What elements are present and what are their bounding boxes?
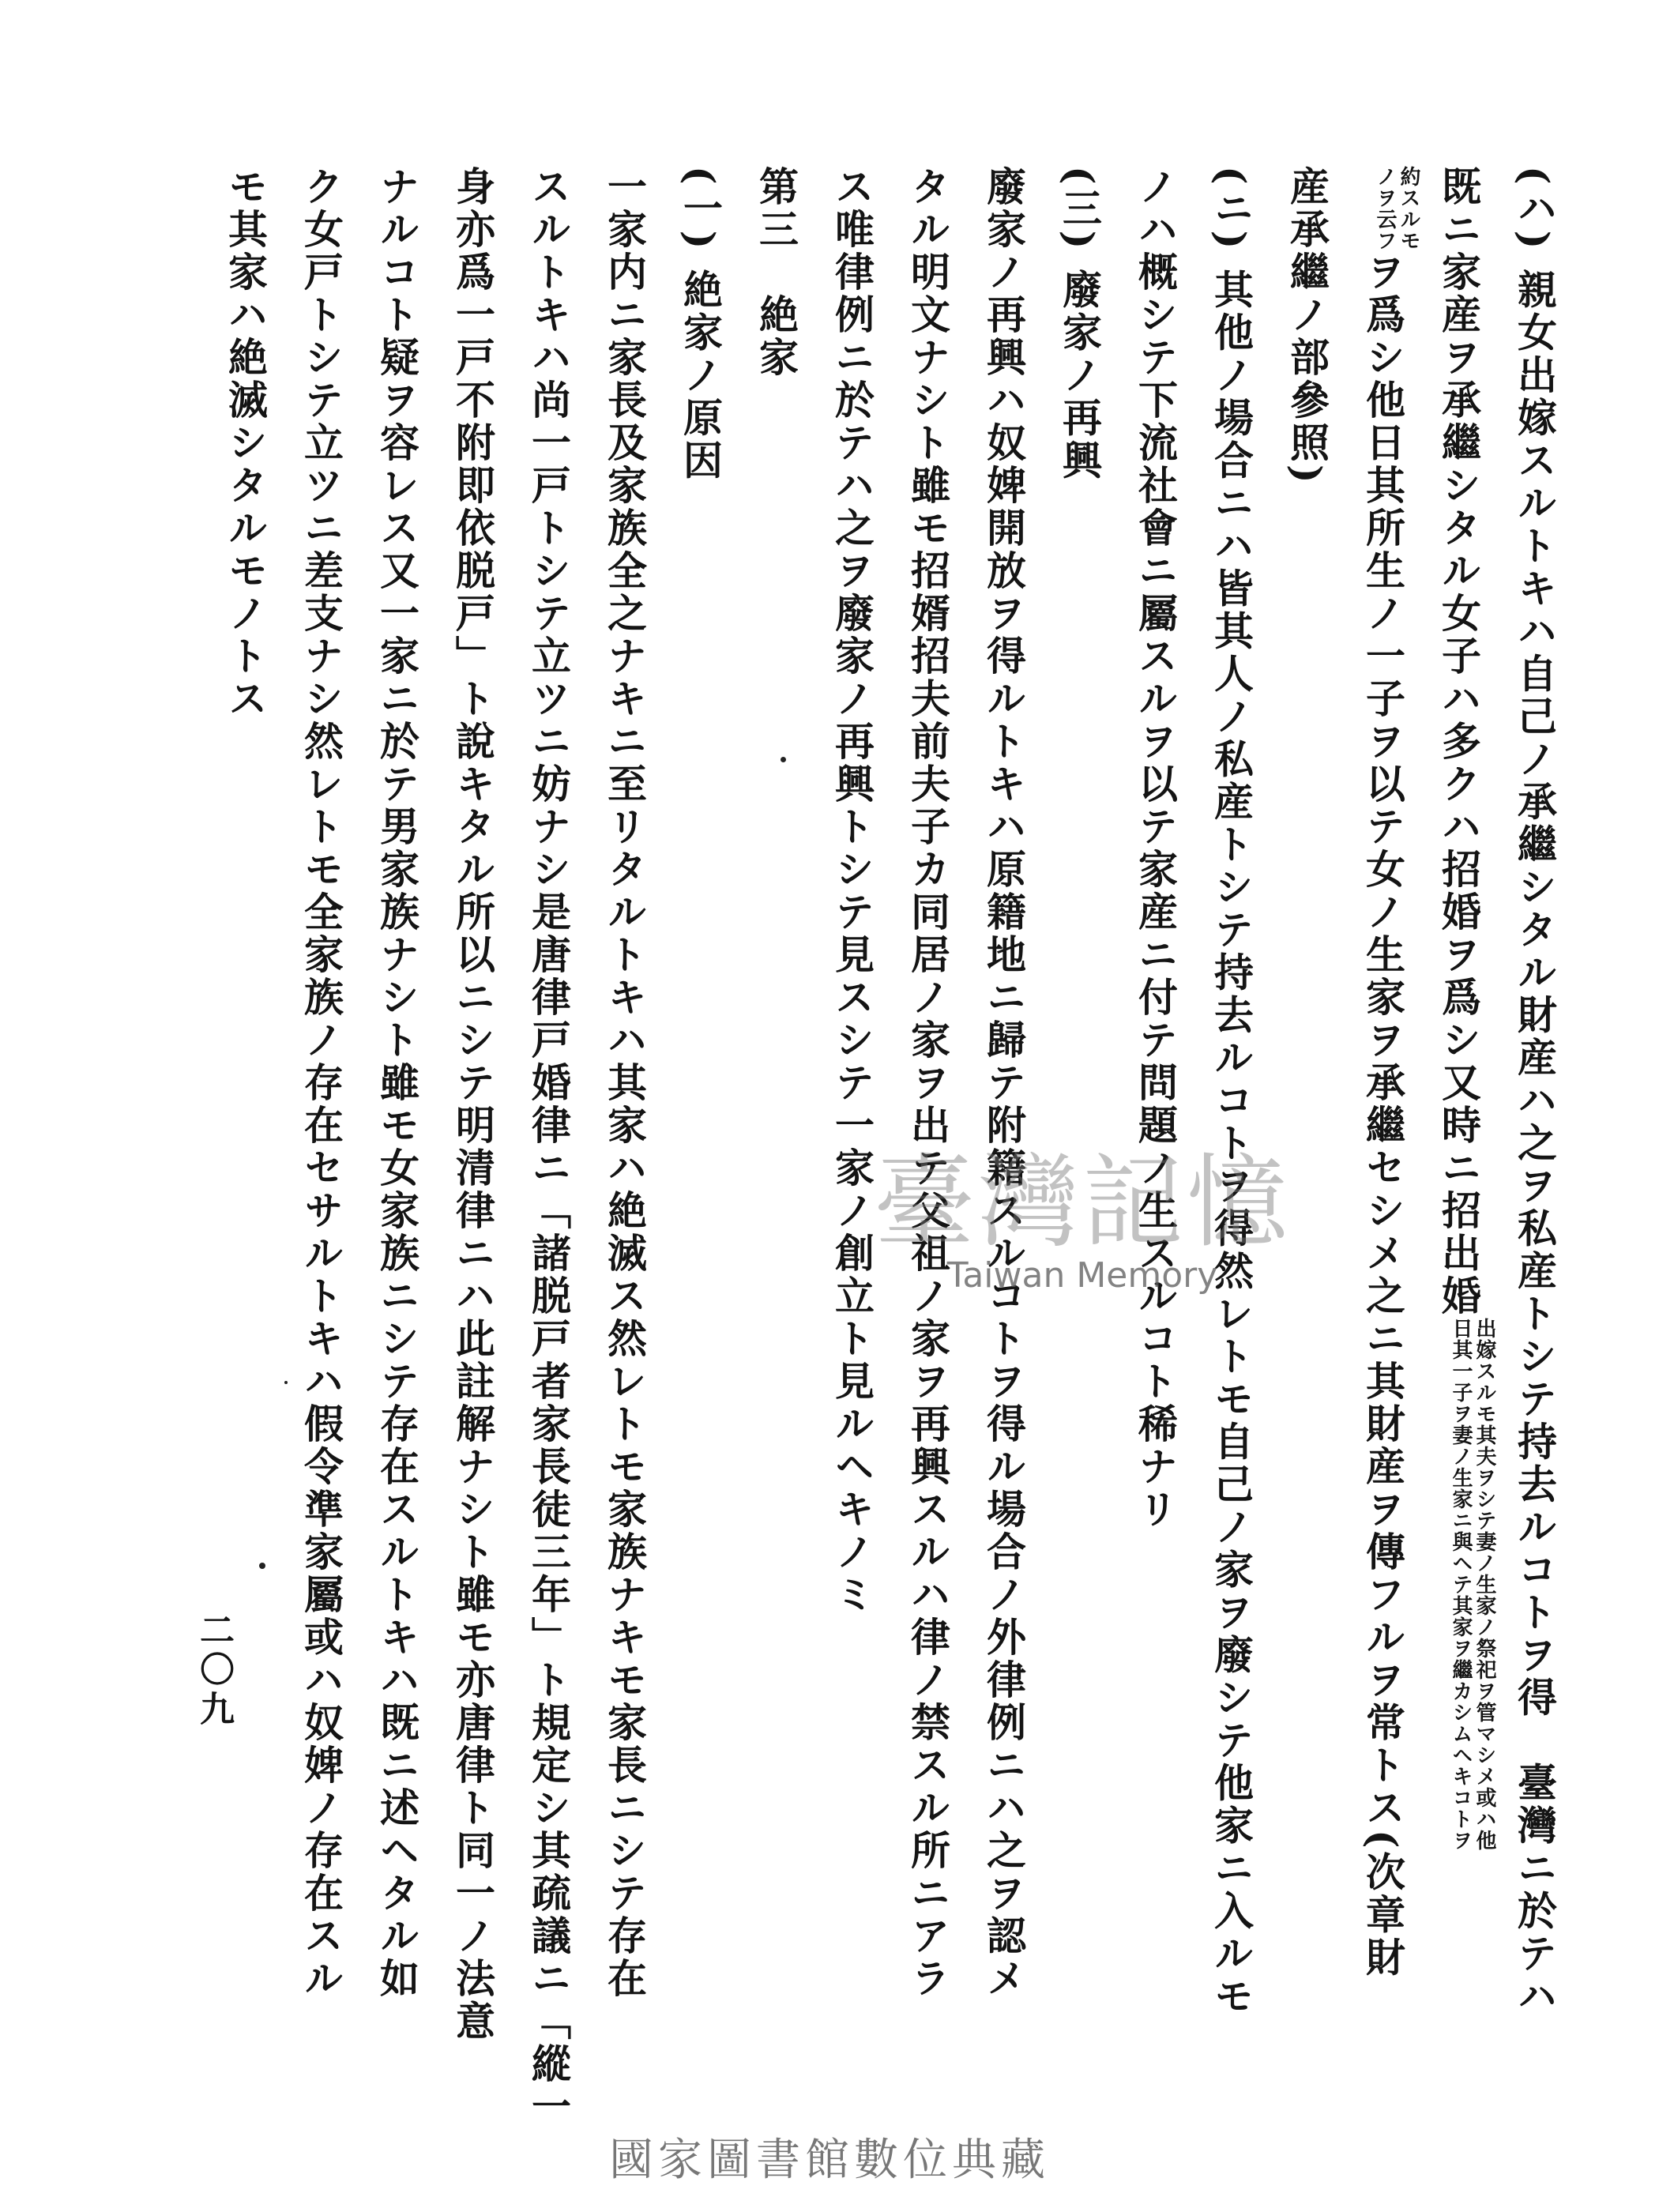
vertical-text-body: [118, 166, 1572, 2128]
text-column-6: ノハ概シテ下流社會ニ屬スルヲ以テ家産ニ付テ問題ノ生スルコト稀ナリ: [1132, 166, 1179, 1531]
text-column-15: 身亦爲一戸不附即依脱戸」ト說キタル所以ニシテ明清律ニハ此註解ナシト雖モ亦唐律ト同一ノ法意: [450, 166, 496, 2043]
scan-speck: [259, 1563, 265, 1569]
text-column-4: 産承繼ノ部參照): [1284, 166, 1330, 487]
section-heading-1: (一) 絶家ノ原因: [677, 166, 724, 483]
page-number: 二〇九: [194, 1612, 234, 1730]
text-column-16: ナルコト疑ヲ容レス又一家ニ於テ男家族ナシト雖モ女家族ニシテ存在スルトキハ既ニ述ヘタル如: [374, 166, 420, 2000]
inline-note-line-1: 出嫁スルモ其夫ヲシテ妻ノ生家ノ祭祀ヲ管マシメ或ハ他: [1473, 1318, 1496, 1851]
inline-note-head-line-1: 約スルモ: [1397, 166, 1420, 251]
text-column-17: ク女戸トシテ立ツニ差支ナシ然レトモ全家族ノ存在セサルトキハ假令準家屬或ハ奴婢ノ存在スル: [298, 166, 344, 2000]
text-column-8: 廢家ノ再興ハ奴婢開放ヲ得ルトキハ原籍地ニ歸テ附籍スルコトヲ得ル場合ノ外律例ニハ之ヲ認メ: [980, 166, 1027, 2000]
text-column-10: ス唯律例ニ於テハ之ヲ廢家ノ再興トシテ見スシテ一家ノ創立ト見ルヘキノミ: [829, 166, 875, 1616]
inline-note-dual: [1449, 1318, 1496, 1851]
text-column-14: スルトキハ尚一戸トシテ立ツニ妨ナシ是唐律戸婚律ニ「諸脱戸者家長徒三年」ト規定シ其疏議ニ「縱一: [525, 166, 572, 2128]
text-column-1: (ハ) 親女出嫁スルトキハ自己ノ承繼シタル財産ハ之ヲ私産トシテ持去ルコトヲ得 臺灣ニ於テハ: [1511, 166, 1558, 2018]
text-column-3: [1345, 166, 1420, 1999]
text-column-3-main: ヲ爲シ他日其所生ノ一子ヲ以テ女ノ生家ヲ承繼セシメ之ニ其財産ヲ傳フルヲ常トス(次章財: [1360, 251, 1406, 1980]
watermark-subtitle: Taiwan Memory: [946, 1255, 1218, 1296]
text-column-2: [1420, 166, 1496, 1999]
inline-note-line-2: 日其一子ヲ妻ノ生家ニ與ヘテ其家ヲ繼カシムヘキコトヲ: [1449, 1318, 1473, 1851]
scan-speck: [781, 757, 786, 762]
text-column-9: タル明文ナシト雖モ招婿招夫前夫子カ同居ノ家ヲ出テ父祖ノ家ヲ再興スルハ律ノ禁スル所ニアラ: [905, 166, 951, 2000]
inline-note-head-line-2: ノヲ云フ: [1373, 166, 1397, 251]
inline-note-head: [1373, 166, 1420, 251]
text-column-2-main: 既ニ家産ヲ承繼シタル女子ハ多クハ招婚ヲ爲シ又時ニ招出婚: [1435, 166, 1482, 1318]
text-column-5: (ニ) 其他ノ場合ニハ皆其人ノ私産トシテ持去ルコトヲ得然レトモ自己ノ家ヲ廢シテ他家ニ入ルモ: [1208, 166, 1255, 2018]
text-column-18: モ其家ハ絶滅シタルモノトス: [222, 166, 269, 720]
chapter-heading: 第三 絶家: [753, 166, 799, 379]
library-footer: 國家圖書館數位典藏: [609, 2135, 1050, 2186]
scan-speck: [284, 1381, 288, 1384]
text-column-13: 一家内ニ家長及家族全之ナキニ至リタルトキハ其家ハ絶滅ス然レトモ家族ナキモ家長ニシテ存在: [601, 166, 648, 2000]
watermark-title: 臺灣記憶: [873, 1144, 1291, 1262]
section-heading-3: (三) 廢家ノ再興: [1056, 166, 1103, 483]
